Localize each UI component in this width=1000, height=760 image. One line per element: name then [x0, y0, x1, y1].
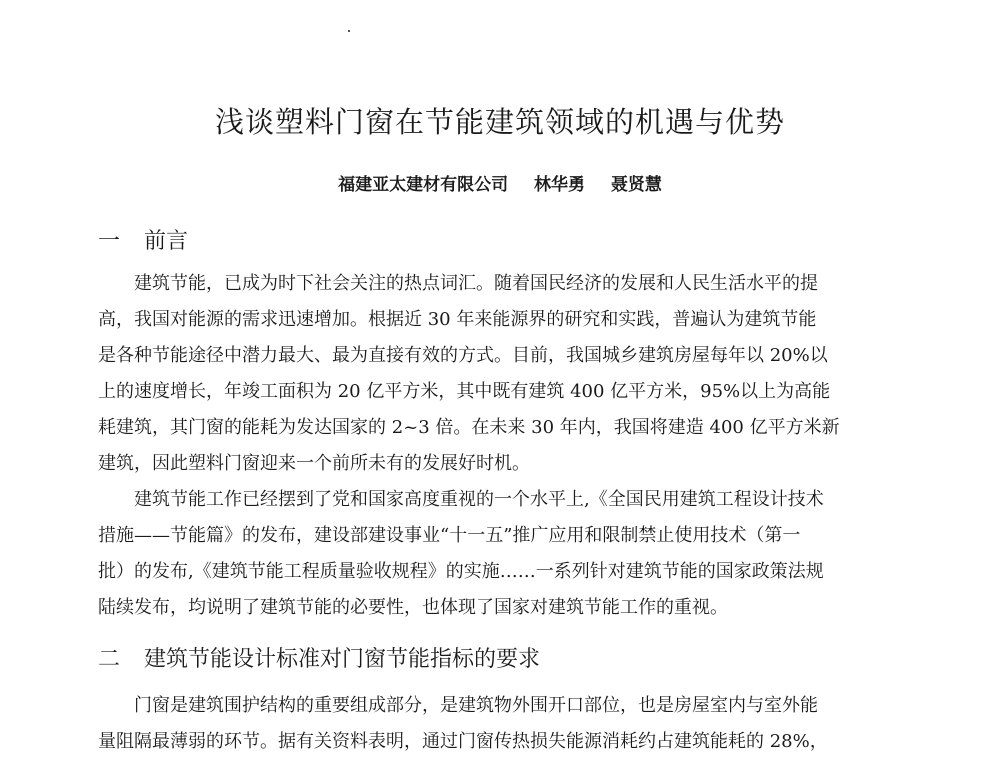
- byline-company: 福建亚太建材有限公司: [338, 175, 509, 195]
- paragraph-line: 是各种节能途径中潜力最大、最为直接有效的方式。目前，我国城乡建筑房屋每年以 20%以: [98, 345, 828, 366]
- section-title: 前言: [144, 229, 189, 254]
- paragraph-line: 陆续发布，均说明了建筑节能的必要性，也体现了国家对建筑节能工作的重视。: [98, 597, 728, 618]
- paragraph-line: 建筑节能工作已经摆到了党和国家高度重视的一个水平上,《全国民用建筑工程设计技术: [134, 489, 824, 510]
- byline-author-1: 林华勇: [534, 175, 585, 195]
- paragraph-1: [98, 266, 910, 482]
- section-title: 建筑节能设计标准对门窗节能指标的要求: [144, 647, 541, 672]
- section-heading-1: [98, 224, 188, 255]
- paragraph-2: [98, 482, 910, 626]
- scan-speck: [348, 30, 350, 32]
- byline-author-2: 聂贤慧: [610, 175, 662, 195]
- section-heading-2: [98, 642, 540, 673]
- paragraph-3: [98, 688, 910, 760]
- paragraph-line: 门窗是建筑围护结构的重要组成部分，是建筑物外围开口部位，也是房屋室内与室外能: [134, 695, 818, 716]
- paragraph-line: 耗建筑，其门窗的能耗为发达国家的 2~3 倍。在未来 30 年内，我国将建造 400 亿平方米新: [98, 417, 840, 438]
- byline: [0, 170, 1000, 195]
- paragraph-line: 量阻隔最薄弱的环节。据有关资料表明，通过门窗传热损失能源消耗约占建筑能耗的 28%，: [98, 731, 828, 752]
- section-number: 二: [98, 647, 121, 672]
- paragraph-line: 建筑节能，已成为时下社会关注的热点词汇。随着国民经济的发展和人民生活水平的提: [134, 273, 818, 294]
- paper-title: 浅谈塑料门窗在节能建筑领域的机遇与优势: [214, 105, 785, 139]
- paragraph-line: 高，我国对能源的需求迅速增加。根据近 30 年来能源界的研究和实践，普遍认为建筑节能: [98, 309, 817, 330]
- paragraph-line: 措施——节能篇》的发布，建设部建设事业“十一五”推广应用和限制禁止使用技术（第一: [98, 525, 801, 546]
- paragraph-line: 上的速度增长，年竣工面积为 20 亿平方米，其中既有建筑 400 亿平方米，95%以上为高能: [98, 381, 831, 402]
- paragraph-line: 批）的发布,《建筑节能工程质量验收规程》的实施……一系列针对建筑节能的国家政策法规: [98, 561, 824, 582]
- paragraph-line: 建筑，因此塑料门窗迎来一个前所未有的发展好时机。: [98, 453, 530, 474]
- section-number: 一: [98, 229, 121, 254]
